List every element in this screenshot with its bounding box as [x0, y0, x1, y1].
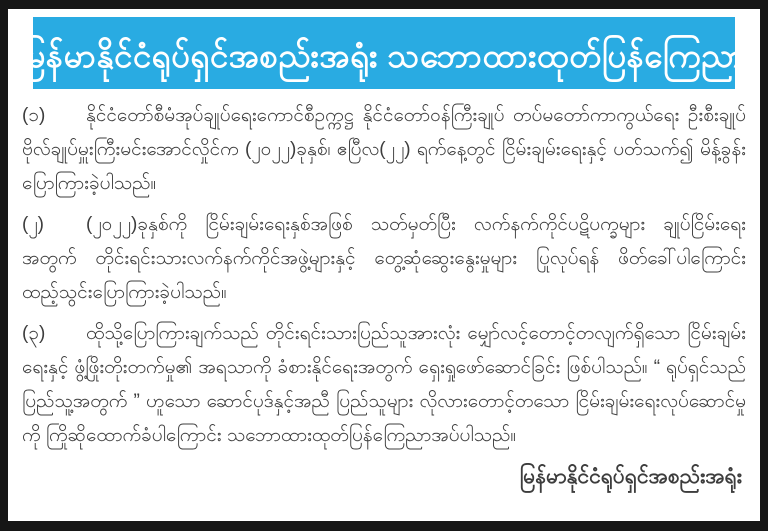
paragraph-3-number: (၃) — [22, 323, 46, 344]
paragraph-3-text: ထိုသို့ပြောကြားချက်သည် တိုင်းရင်းသားပြည်သူအားလုံး မျှော်လင့်တောင့်တလျက်ရှိသော ငြိမ်းချမ်းရေးနှင့် ဖွံ့ဖြိုးတိုးတက်မှု၏ အရသာကို ခံစားနိုင်ရေးအတွက် ရှေးရှုဖော်ဆောင်ခြင်း ဖြစ်ပါသည်။ “ ရုပ်ရှင်သည် ပြည်သူ့အတွက် ” ဟူသော ဆောင်ပုဒ်နှင့်အညီ ပြည်သူများ လိုလားတောင့်တသော ငြိမ်းချမ်းရေးလုပ်ဆောင်မှုကို ကြိုဆိုထောက်ခံပါကြောင်း သဘောထားထုတ်ပြန်ကြေညာအပ်ပါသည်။ — [22, 323, 746, 446]
statement-paragraph-3 — [22, 317, 746, 453]
statement-body — [20, 99, 748, 494]
announcement-page — [8, 9, 760, 521]
header-banner — [20, 17, 748, 89]
statement-paragraph-2 — [22, 208, 746, 310]
paragraph-2-number: (၂) — [22, 214, 44, 235]
paragraph-1-text: နိုင်ငံတော်စီမံအုပ်ချုပ်ရေးကောင်စီဥက္ကဋ္ဌ နိုင်ငံတော်ဝန်ကြီးချုပ် တပ်မတော်ကာကွယ်ရေး ဦးစီးချုပ် ဗိုလ်ချုပ်မှူးကြီးမင်းအောင်လှိုင်က (၂၀၂၂)ခုနှစ်၊ ဧပြီလ(၂၂) ရက်နေ့တွင် ငြိမ်းချမ်းရေးနှင့် ပတ်သက်၍ မိန့်ခွန်းပြောကြားခဲ့ပါသည်။ — [22, 105, 746, 194]
paragraph-2-text: (၂၀၂၂)ခုနှစ်ကို ငြိမ်းချမ်းရေးနှစ်အဖြစ် သတ်မှတ်ပြီး လက်နက်ကိုင်ပဋိပက္ခများ ချုပ်ငြိမ်းရေး အတွက် တိုင်းရင်းသားလက်နက်ကိုင်အဖွဲ့များနှင့် တွေ့ဆုံဆွေးနွေးမှုများ ပြုလုပ်ရန် ဖိတ်ခေါ်ပါကြောင်း ထည့်သွင်းပြောကြားခဲ့ပါသည်။ — [22, 214, 746, 303]
page-title: မြန်မာနိုင်ငံရုပ်ရှင်အစည်းအရုံး သဘောထားထုတ်ပြန်ကြေညာ — [20, 36, 748, 74]
signature-organization: မြန်မာနိုင်ငံရုပ်ရှင်အစည်းအရုံး — [519, 465, 742, 488]
statement-paragraph-1 — [22, 99, 746, 201]
paragraph-1-number: (၁) — [22, 105, 46, 126]
